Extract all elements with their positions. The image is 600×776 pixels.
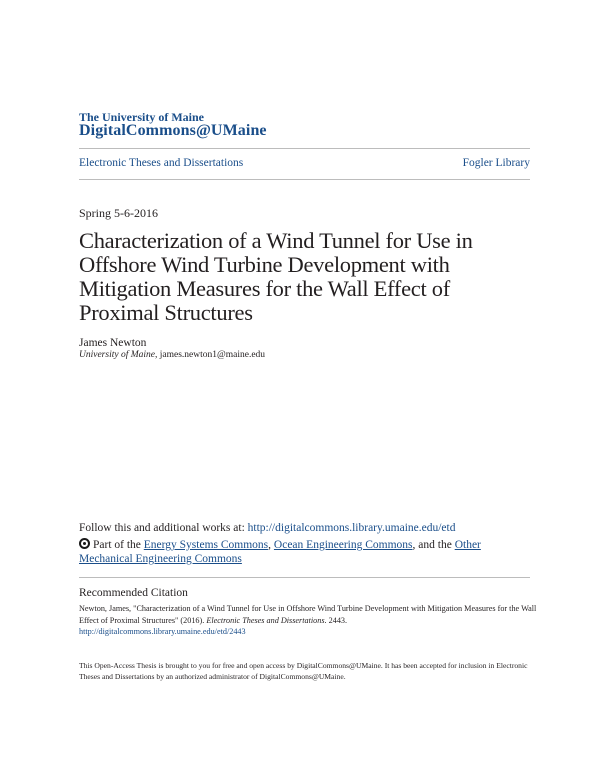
citation-number: . 2443. [324,615,348,625]
citation-rule [79,577,530,578]
document-title: Characterization of a Wind Tunnel for Use in Offshore Wind Turbine Development with Mitigation Measures for the Wall Effect of Proximal Structures [79,228,473,325]
etd-collection-link[interactable]: http://digitalcommons.library.umaine.edu/etd [247,522,456,534]
part-of-line [79,538,534,566]
header-bottom-rule [79,179,530,180]
header-top-rule [79,148,530,149]
part-of-prefix: Part of the [93,539,144,551]
follow-line [79,522,539,534]
part-of-separator-2: , and the [412,539,455,551]
citation-body: Newton, James, "Characterization of a Wind Tunnel for Use in Offshore Wind Turbine Development with Mitigation Measures for the Wall Effect of Proximal Structures" (2016). [79,604,537,625]
citation-series: Electronic Theses and Dissertations [206,615,325,625]
ocean-engineering-commons-link[interactable]: Ocean Engineering Commons [273,539,413,551]
citation-heading: Recommended Citation [79,587,188,599]
affiliation-email: , james.newton1@maine.edu [154,350,266,360]
institution-name: The University of Maine [79,110,204,124]
follow-text: Follow this and additional works at: [79,522,248,534]
publication-date: Spring 5-6-2016 [79,206,158,220]
author-name: James Newton [79,337,147,349]
collection-link[interactable]: Electronic Theses and Dissertations [79,157,244,169]
citation-text [79,603,539,638]
citation-url-link[interactable]: http://digitalcommons.library.umaine.edu/etd/2443 [79,627,246,637]
part-of-separator-1: , [268,539,274,551]
library-link[interactable]: Fogler Library [462,157,530,169]
creative-commons-icon [79,538,90,549]
open-access-notice: This Open-Access Thesis is brought to you for free and open access by DigitalCommons@UMaine. It has been accepted for inclusion in Electronic Theses and Dissertations by an authorized administrator of DigitalCommons@UMaine. [79,661,528,682]
author-affiliation [79,350,265,360]
other-mechanical-engineering-commons-link[interactable]: Other Mechanical Engineering Commons [79,539,481,565]
repository-name[interactable]: DigitalCommons@UMaine [79,122,267,139]
energy-systems-commons-link[interactable]: Energy Systems Commons [143,539,269,551]
affiliation-institution: University of Maine [79,350,155,360]
